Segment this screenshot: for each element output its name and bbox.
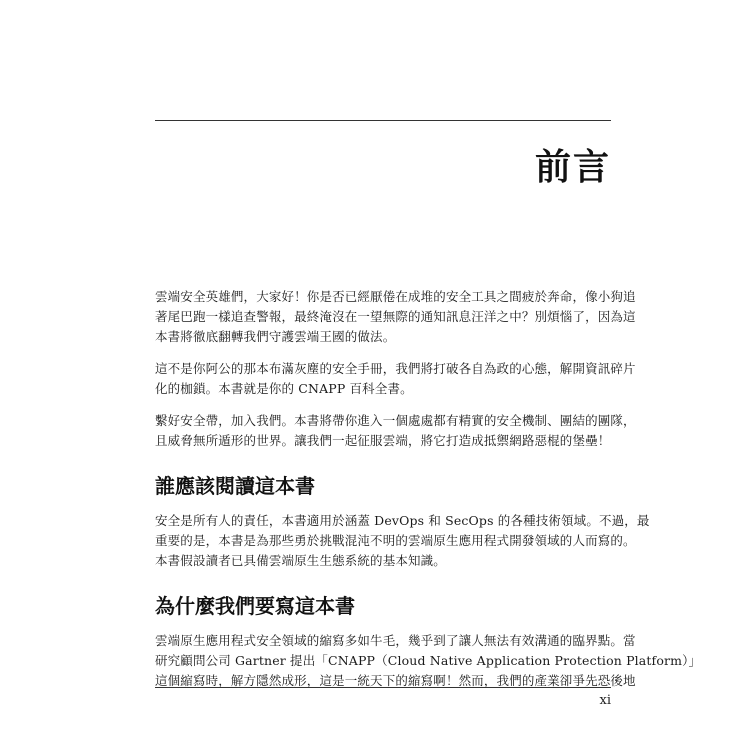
section-2-paragraph [155, 631, 702, 691]
intro-paragraph-3 [155, 411, 636, 451]
section-1-paragraph [155, 511, 650, 571]
text-line: 本書假設讀者已具備雲端原生生態系統的基本知識。 [155, 553, 446, 568]
top-rule [155, 120, 611, 121]
text-line: 重要的是，本書是為那些勇於挑戰混沌不明的雲端原生應用程式開發領域的人而寫的。 [155, 533, 636, 548]
text-line: 這不是你阿公的那本布滿灰塵的安全手冊，我們將打破各自為政的心態，解開資訊碎片 [155, 361, 636, 376]
text-line: 安全是所有人的責任，本書適用於涵蓋 DevOps 和 SecOps 的各種技術領域。不過，最 [155, 513, 650, 528]
text-line: 著尾巴跑一樣追查警報，最終淹沒在一望無際的通知訊息汪洋之中？別煩惱了，因為這 [155, 309, 636, 324]
bottom-rule [155, 687, 611, 688]
text-line: 這個縮寫時，解方隱然成形，這是一統天下的縮寫啊！然而，我們的產業卻爭先恐後地 [155, 673, 636, 688]
text-line: 本書將徹底翻轉我們守護雲端王國的做法。 [155, 329, 396, 344]
intro-paragraph-1 [155, 287, 636, 347]
section-heading-why-we-wrote: 為什麼我們要寫這本書 [155, 594, 355, 618]
text-line: 雲端安全英雄們，大家好！你是否已經厭倦在成堆的安全工具之間疲於奔命，像小狗追 [155, 289, 636, 304]
page-number: xi [599, 693, 611, 708]
text-line: 且威脅無所遁形的世界。讓我們一起征服雲端，將它打造成抵禦網路惡棍的堡壘！ [155, 433, 611, 448]
page-body [155, 287, 702, 703]
text-line: 繫好安全帶，加入我們。本書將帶你進入一個處處都有精實的安全機制、團結的團隊， [155, 413, 636, 428]
chapter-title: 前言 [534, 147, 611, 188]
section-heading-who-should-read: 誰應該閱讀這本書 [155, 474, 315, 498]
intro-paragraph-2 [155, 359, 636, 399]
text-line: 化的枷鎖。本書就是你的 CNAPP 百科全書。 [155, 381, 413, 396]
text-line: 雲端原生應用程式安全領域的縮寫多如牛毛，幾乎到了讓人無法有效溝通的臨界點。當 [155, 633, 636, 648]
text-line: 研究顧問公司 Gartner 提出「CNAPP（Cloud Native Application Protection Platform）」 [155, 653, 702, 668]
